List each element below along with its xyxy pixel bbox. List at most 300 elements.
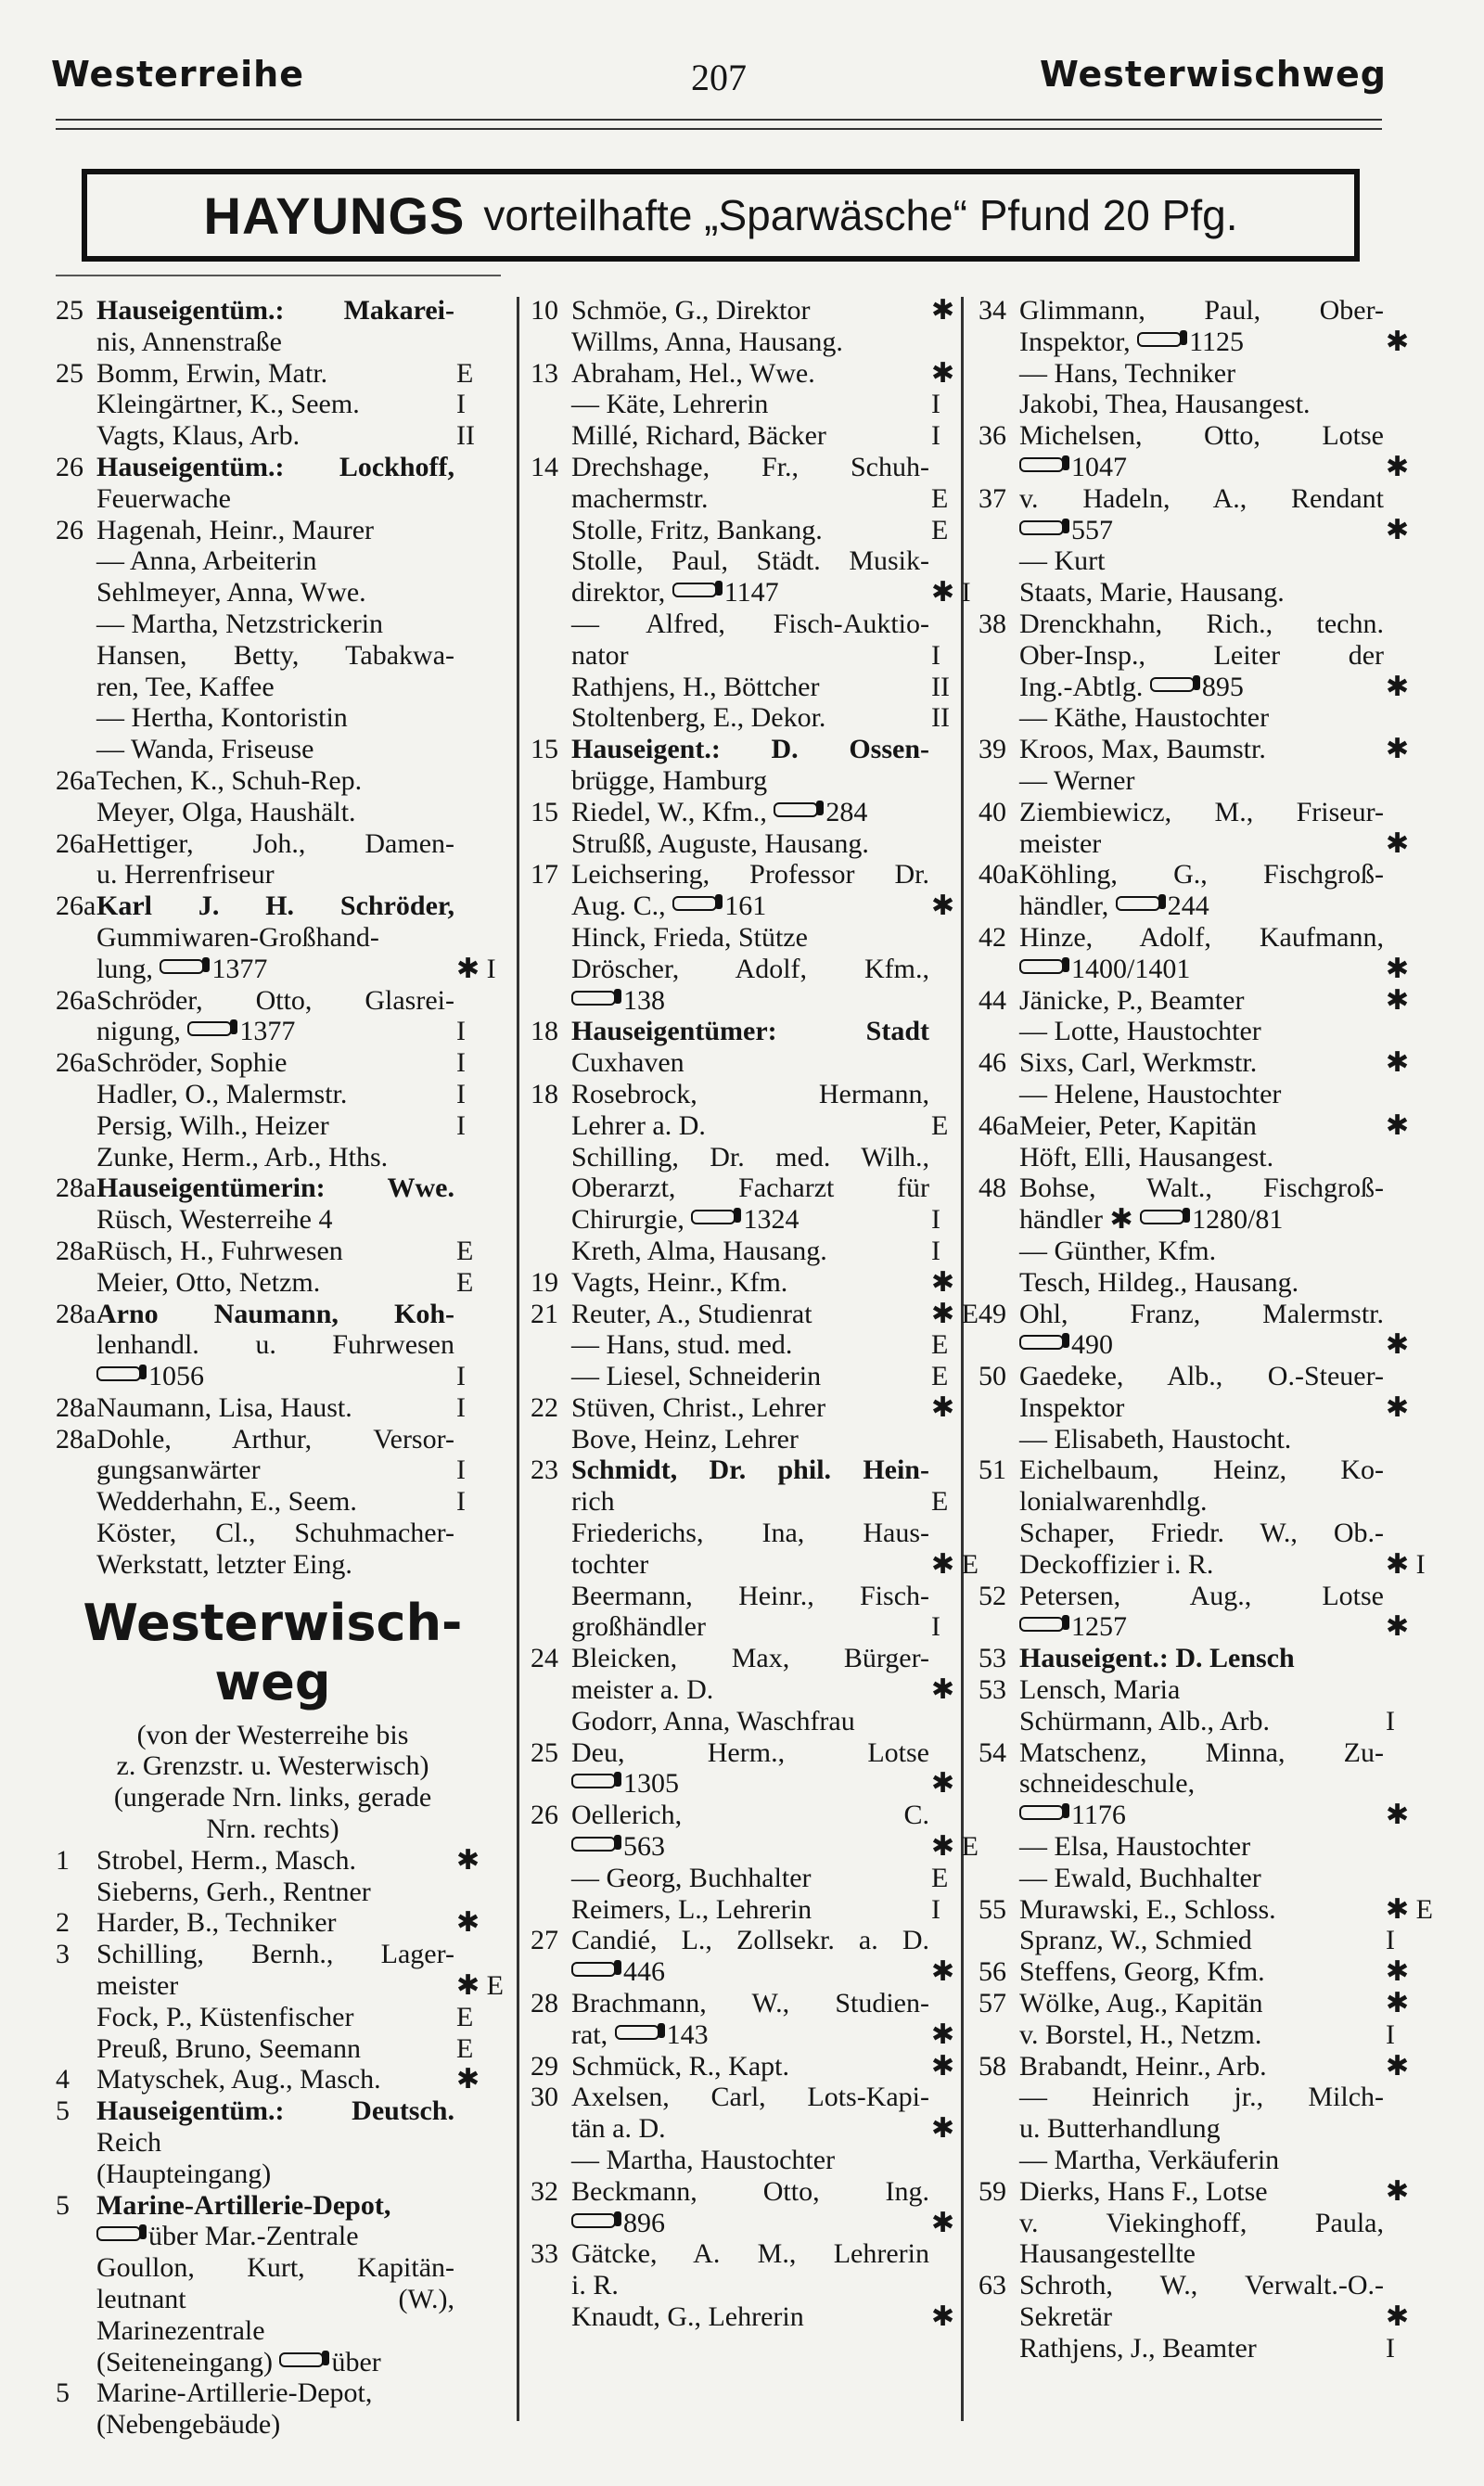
entry-line <box>979 702 1419 734</box>
entry-line <box>56 1236 490 1267</box>
entry-marker: I <box>931 389 940 420</box>
street-note-line: z. Grenzstr. u. Westerwisch) <box>116 1750 429 1782</box>
entry-line <box>979 1392 1419 1424</box>
entry-text: Steffens, Georg, Kfm. <box>1019 1956 1265 1988</box>
house-number: 28a <box>56 1173 96 1204</box>
entry-text: u. Butterhandlung <box>1019 2113 1221 2145</box>
entry-line <box>56 953 496 985</box>
entry-line <box>56 1939 490 1970</box>
entries-westerreihe <box>56 295 496 1581</box>
directory-entry <box>56 1845 490 1877</box>
directory-entry <box>979 922 1419 985</box>
entry-text: Ohl, Franz, Malermstr. <box>1019 1298 1384 1329</box>
entry-marker: I <box>456 1078 466 1109</box>
entry-text: Schaper, Friedr. W., Ob.- <box>1019 1518 1384 1549</box>
directory-entry <box>531 545 971 609</box>
phone-number: 557 <box>1071 514 1113 545</box>
entry-marker: I <box>456 1361 466 1392</box>
directory-entry <box>56 2002 490 2033</box>
entry-line <box>56 2033 490 2065</box>
street-heading-line: weg <box>214 1652 331 1711</box>
entry-marker: I <box>931 639 940 671</box>
house-number: 44 <box>979 984 1006 1016</box>
directory-entry <box>56 295 490 358</box>
entry-line <box>531 1643 965 1674</box>
entry-text: — Liesel, Schneiderin <box>571 1361 822 1392</box>
entry-line <box>979 1893 1433 1926</box>
directory-entry <box>979 577 1419 609</box>
house-number: 26a <box>56 1047 96 1079</box>
directory-entry <box>979 985 1419 1017</box>
entry-marker: ✱ <box>931 2113 955 2145</box>
street-heading-line: Westerwisch- <box>83 1593 463 1652</box>
entry-text: großhändler <box>571 1611 706 1643</box>
entry-line <box>56 922 490 954</box>
entry-marker: I <box>456 1391 466 1423</box>
entry-text: — Anna, Arbeiterin <box>96 545 317 577</box>
entry-line <box>979 1454 1419 1486</box>
entry-text: Aug. C., <box>571 891 666 922</box>
telephone-icon <box>1019 1805 1064 1820</box>
house-number: 28 <box>531 1988 558 2019</box>
directory-entry <box>56 640 490 703</box>
entry-text: lonialwarenhdlg. <box>1019 1486 1208 1518</box>
directory-entry <box>979 1299 1419 1362</box>
entry-line <box>56 327 490 358</box>
entry-line <box>56 2377 490 2409</box>
entry-line <box>56 1173 490 1204</box>
entry-line <box>979 1204 1419 1236</box>
directory-entry <box>56 891 496 984</box>
directory-entry <box>979 1831 1419 1863</box>
entry-text: Michelsen, Otto, Lotse <box>1019 420 1384 452</box>
entry-text: Candié, L., Zollsekr. a. D. <box>571 1925 929 1956</box>
entry-text: gungsanwärter <box>96 1454 261 1486</box>
entry-text: Oellerich, C. <box>571 1800 929 1831</box>
entry-line <box>531 797 965 828</box>
entry-line <box>531 1581 965 1612</box>
entry-text: Spranz, W., Schmied <box>1019 1925 1252 1956</box>
entry-text: Marine-Artillerie-Depot, <box>96 2377 373 2409</box>
entry-line <box>531 1110 965 1142</box>
house-number: 38 <box>979 608 1006 639</box>
directory-entry <box>979 2051 1419 2082</box>
entry-marker: E <box>931 1329 949 1361</box>
street-note-line: (von der Westerreihe bis <box>136 1719 409 1750</box>
entry-text: — Elisabeth, Haustocht. <box>1019 1423 1292 1454</box>
entry-line <box>531 1298 979 1330</box>
entry-text: leutnant (W.), <box>96 2284 454 2315</box>
telephone-icon <box>160 959 204 974</box>
column-2 <box>531 295 979 2333</box>
entry-line <box>56 859 490 891</box>
telephone-icon <box>1019 457 1064 472</box>
telephone-icon <box>279 2352 324 2367</box>
house-number: 14 <box>531 451 558 482</box>
entry-text: Köhling, G., Fischgroß- <box>1019 859 1384 891</box>
entry-text: händler, <box>1019 891 1109 922</box>
entry-marker: ✱ <box>1386 827 1410 859</box>
entry-marker: E <box>931 1862 949 1893</box>
entry-text: — Günther, Kfm. <box>1019 1235 1217 1266</box>
directory-entry <box>979 1267 1419 1299</box>
entry-text: Inspektor <box>1019 1391 1125 1423</box>
house-number: 1 <box>56 1844 70 1876</box>
directory-entry <box>531 672 965 703</box>
directory-entry <box>56 1518 490 1581</box>
entry-marker: E <box>456 2001 474 2032</box>
entry-marker: ✱ I <box>1386 1548 1426 1580</box>
entry-marker: I <box>931 420 940 452</box>
entry-line <box>979 1706 1419 1737</box>
directory-entry <box>56 797 490 828</box>
house-number: 57 <box>979 1988 1006 2019</box>
entry-line <box>56 1392 490 1424</box>
entry-text: Preuß, Bruno, Seemann <box>96 2032 361 2064</box>
entry-line <box>531 609 965 640</box>
entry-text: — Martha, Haustochter <box>571 2145 836 2176</box>
entry-line <box>979 577 1419 609</box>
entry-marker: ✱ <box>931 1391 955 1423</box>
entry-marker: ✱ <box>931 357 955 389</box>
house-number: 26a <box>56 764 96 796</box>
entry-line <box>979 358 1419 390</box>
entry-marker: ✱ <box>1386 514 1410 545</box>
entry-line <box>56 2127 490 2159</box>
entry-marker: I <box>456 1109 466 1141</box>
directory-entry <box>531 1236 965 1267</box>
house-number: 22 <box>531 1391 558 1423</box>
entry-line <box>979 1424 1419 1455</box>
directory-entry <box>56 1486 490 1518</box>
directory-entry <box>56 1424 490 1487</box>
entry-text: Stüven, Christ., Lehrer <box>571 1391 826 1423</box>
entry-line <box>531 1392 965 1424</box>
entry-marker: ✱ E <box>931 1831 979 1863</box>
entry-text: Chirurgie, <box>571 1204 684 1236</box>
directory-entry <box>56 1236 490 1267</box>
entry-text: — Lotte, Haustochter <box>1019 1016 1261 1047</box>
entry-line <box>531 2113 965 2145</box>
telephone-icon <box>774 802 818 817</box>
entry-text: Kleingärtner, K., Seem. <box>96 389 360 420</box>
house-number: 17 <box>531 859 558 891</box>
entry-line <box>531 1204 965 1236</box>
directory-entry <box>979 1173 1419 1236</box>
telephone-icon <box>1019 1617 1064 1632</box>
entry-text: Rathjens, H., Böttcher <box>571 671 820 702</box>
directory-entry <box>979 389 1419 420</box>
entry-text: — Heinrich jr., Milch- <box>1019 2082 1384 2113</box>
entry-line <box>531 891 965 922</box>
entry-text: Karl J. H. Schröder, <box>96 891 454 922</box>
entry-text: Feuerwache <box>96 482 231 514</box>
entry-line <box>56 2221 490 2252</box>
phone-number: über Mar.-Zentrale <box>148 2221 359 2252</box>
entry-line <box>531 640 965 672</box>
house-number: 26 <box>56 514 83 545</box>
entry-line <box>531 2176 965 2208</box>
directory-entry <box>979 1518 1426 1581</box>
entry-text: Schmück, R., Kapt. <box>571 2050 789 2082</box>
entry-text: rat, <box>571 2018 608 2050</box>
entry-text: Schmöe, G., Direktor <box>571 295 811 326</box>
house-number: 28a <box>56 1391 96 1423</box>
entry-line <box>979 891 1419 922</box>
entry-line <box>531 1454 965 1486</box>
ad-text: vorteilhafte „Sparwäsche“ Pfund 20 Pfg. <box>483 191 1238 239</box>
entry-line <box>56 577 490 609</box>
entry-marker: II <box>931 702 950 734</box>
telephone-icon <box>571 1837 616 1852</box>
phone-number: 896 <box>623 2207 665 2238</box>
entry-text: — Ewald, Buchhalter <box>1019 1862 1261 1893</box>
entry-marker: ✱ <box>931 891 955 922</box>
entry-text: Schröder, Otto, Glasrei- <box>96 984 454 1016</box>
entry-text: Ing.-Abtlg. <box>1019 671 1144 702</box>
entry-text: Hauseigent.: D. Ossen- <box>571 734 929 765</box>
telephone-icon <box>571 1962 616 1977</box>
entry-line <box>979 2113 1419 2145</box>
entry-text: Bleicken, Max, Bürger- <box>571 1643 929 1674</box>
entry-text: Drechshage, Fr., Schuh- <box>571 451 929 482</box>
entry-line <box>56 609 490 640</box>
house-number: 26a <box>56 891 96 922</box>
entry-text: machermstr. <box>571 482 709 514</box>
entry-text: Lehrer a. D. <box>571 1109 706 1141</box>
entry-line <box>56 1204 490 1236</box>
entry-line <box>56 1486 490 1518</box>
entry-line <box>531 954 965 985</box>
entry-text: Beermann, Heinr., Fisch- <box>571 1580 929 1611</box>
entry-line <box>531 1611 965 1643</box>
entry-line <box>56 702 490 734</box>
entry-text: Riedel, W., Kfm., <box>571 796 767 827</box>
entry-text: ren, Tee, Kaffee <box>96 671 275 702</box>
directory-entry <box>56 1267 490 1299</box>
entry-text: Schürmann, Alb., Arb. <box>1019 1705 1270 1736</box>
entry-text: (Nebengebäude) <box>96 2409 281 2441</box>
house-number: 27 <box>531 1925 558 1956</box>
entry-line <box>979 2019 1419 2051</box>
entry-line <box>531 1737 965 1769</box>
house-number: 49 <box>979 1298 1006 1329</box>
directory-entry <box>56 1392 490 1424</box>
house-number: 63 <box>979 2270 1006 2301</box>
entry-text: Stoltenberg, E., Dekor. <box>571 702 826 734</box>
entry-text: — Werner <box>1019 764 1135 796</box>
entry-line <box>56 2095 490 2127</box>
telephone-icon <box>1137 332 1182 347</box>
entry-line <box>979 452 1419 483</box>
entry-text: händler ✱ <box>1019 1204 1133 1236</box>
house-number: 40 <box>979 796 1006 827</box>
directory-entry <box>56 2095 490 2189</box>
entry-text: Hauseigentümer: Stadt <box>571 1016 929 1047</box>
telephone-icon <box>691 1210 736 1224</box>
entry-line <box>531 1047 965 1079</box>
directory-entry <box>56 2190 490 2253</box>
entry-text: Kroos, Max, Baumstr. <box>1019 734 1266 765</box>
entry-text: Godorr, Anna, Waschfrau <box>571 1705 855 1736</box>
entry-marker: ✱ <box>931 2207 955 2238</box>
entry-text: Rathjens, J., Beamter <box>1019 2332 1257 2364</box>
entry-line <box>56 389 490 420</box>
entry-text: Sixs, Carl, Werkmstr. <box>1019 1047 1258 1079</box>
telephone-icon <box>1019 520 1064 535</box>
directory-entry <box>531 859 965 922</box>
entry-text: Beckmann, Otto, Ing. <box>571 2175 929 2207</box>
entry-line <box>56 1454 490 1486</box>
telephone-icon <box>1116 896 1160 911</box>
entry-line <box>979 1236 1419 1267</box>
house-number: 5 <box>56 2095 70 2127</box>
directory-entry <box>56 2033 490 2065</box>
entry-text: Meier, Otto, Netzm. <box>96 1266 321 1298</box>
entry-line <box>979 672 1419 703</box>
entry-line <box>979 1361 1419 1392</box>
entry-line <box>979 1925 1419 1956</box>
entry-line <box>531 1768 965 1800</box>
directory-entry <box>531 2082 965 2145</box>
entry-marker: ✱ <box>931 1674 955 1706</box>
house-number: 15 <box>531 796 558 827</box>
entry-line <box>531 1142 965 1173</box>
entry-marker: I <box>931 1893 940 1925</box>
directory-entry <box>979 734 1419 765</box>
entry-line <box>531 2270 965 2301</box>
directory-entry <box>979 1737 1419 1831</box>
entry-line <box>56 1047 490 1079</box>
entry-line <box>531 2051 965 2082</box>
entry-text: Jakobi, Thea, Hausangest. <box>1019 389 1311 420</box>
entry-marker: E <box>456 357 474 389</box>
directory-entry <box>979 609 1419 702</box>
house-number: 36 <box>979 420 1006 452</box>
entry-marker: E <box>456 2032 474 2064</box>
entry-text: Matschenz, Minna, Zu- <box>1019 1736 1384 1768</box>
phone-number: 1305 <box>623 1768 679 1800</box>
column-1 <box>56 295 504 2441</box>
entry-line <box>979 2208 1419 2239</box>
entry-line <box>531 734 965 765</box>
entry-line <box>979 734 1419 765</box>
entry-line <box>979 1831 1419 1863</box>
entry-text: Marine-Artillerie-Depot, <box>96 2189 391 2221</box>
directory-entry <box>531 2176 965 2239</box>
entry-text: Petersen, Aug., Lotse <box>1019 1580 1384 1611</box>
directory-entry <box>979 1236 1419 1267</box>
entry-line <box>56 2002 490 2033</box>
entry-text: brügge, Hamburg <box>571 764 768 796</box>
phone-number: 1324 <box>743 1204 800 1236</box>
entry-line <box>979 954 1419 985</box>
header-rule <box>56 119 1382 130</box>
entry-line <box>979 2301 1419 2333</box>
directory-entry <box>531 1424 965 1455</box>
telephone-icon <box>187 1021 232 1036</box>
entry-marker: E <box>931 1361 949 1392</box>
directory-entry <box>979 1361 1419 1424</box>
house-number: 26a <box>56 827 96 859</box>
entry-line <box>56 1907 490 1939</box>
entry-text: Rüsch, Westerreihe 4 <box>96 1204 333 1236</box>
phone-number: 1257 <box>1071 1611 1127 1643</box>
phone-number: 1047 <box>1071 451 1127 482</box>
phone-number: 244 <box>1167 891 1209 922</box>
entry-line <box>56 2064 490 2095</box>
directory-entry <box>531 1894 965 1926</box>
entry-line <box>979 1110 1419 1142</box>
directory-entry <box>531 1016 965 1079</box>
entry-line <box>531 1548 979 1581</box>
entry-line <box>531 295 965 327</box>
entry-text: Fock, P., Küstenfischer <box>96 2001 354 2032</box>
telephone-icon <box>672 896 717 911</box>
street-heading <box>56 1594 490 1712</box>
entry-line <box>979 1299 1419 1330</box>
entry-text: — Käte, Lehrerin <box>571 389 769 420</box>
directory-entry <box>979 1424 1419 1455</box>
entry-marker: II <box>931 671 950 702</box>
entry-text: Hinck, Frieda, Stütze <box>571 921 808 953</box>
entry-text: direktor, <box>571 577 666 609</box>
house-number: 40a <box>979 859 1019 891</box>
directory-entry <box>531 1988 965 2051</box>
directory-entry <box>979 859 1419 922</box>
entry-marker: ✱ <box>1386 671 1410 702</box>
directory-entry <box>531 295 965 327</box>
entry-text: Marinezentrale <box>96 2314 265 2346</box>
entry-marker: ✱ I <box>456 953 496 984</box>
entry-line <box>979 1643 1419 1674</box>
directory-entry <box>979 358 1419 390</box>
house-number: 42 <box>979 921 1006 953</box>
phone-number: 161 <box>724 891 767 922</box>
directory-entry <box>979 1454 1419 1518</box>
entry-text: Sekretär <box>1019 2301 1112 2332</box>
entry-text: Reuter, A., Studienrat <box>571 1298 812 1329</box>
directory-entry <box>979 1016 1419 1047</box>
running-head <box>51 48 1387 113</box>
house-number: 32 <box>531 2175 558 2207</box>
telephone-icon <box>1019 959 1064 974</box>
directory-entry <box>531 2238 965 2301</box>
entry-text: Sieberns, Gerh., Rentner <box>96 1876 371 1907</box>
house-number: 26 <box>56 451 83 482</box>
entry-text: Gätcke, A. M., Lehrerin <box>571 2238 929 2270</box>
directory-entry <box>531 922 965 954</box>
telephone-icon <box>571 2213 616 2228</box>
directory-entry <box>56 609 490 640</box>
entry-line <box>531 702 965 734</box>
entry-line <box>531 1863 965 1894</box>
entry-line <box>56 1845 490 1877</box>
directory-entry <box>979 1142 1419 1173</box>
entry-text: Meyer, Olga, Haushält. <box>96 796 356 827</box>
ad-brand: HAYUNGS <box>203 186 466 245</box>
entry-text: meister <box>1019 827 1102 859</box>
entry-marker: E <box>931 514 949 545</box>
phone-number: 1377 <box>211 953 268 984</box>
entry-line <box>56 452 490 483</box>
entry-text: — Wanda, Friseuse <box>96 734 314 765</box>
directory-entry <box>531 515 965 546</box>
house-number: 46 <box>979 1047 1006 1079</box>
phone-number: 143 <box>666 2018 709 2050</box>
directory-entry <box>531 1267 965 1299</box>
house-number: 25 <box>56 357 83 389</box>
